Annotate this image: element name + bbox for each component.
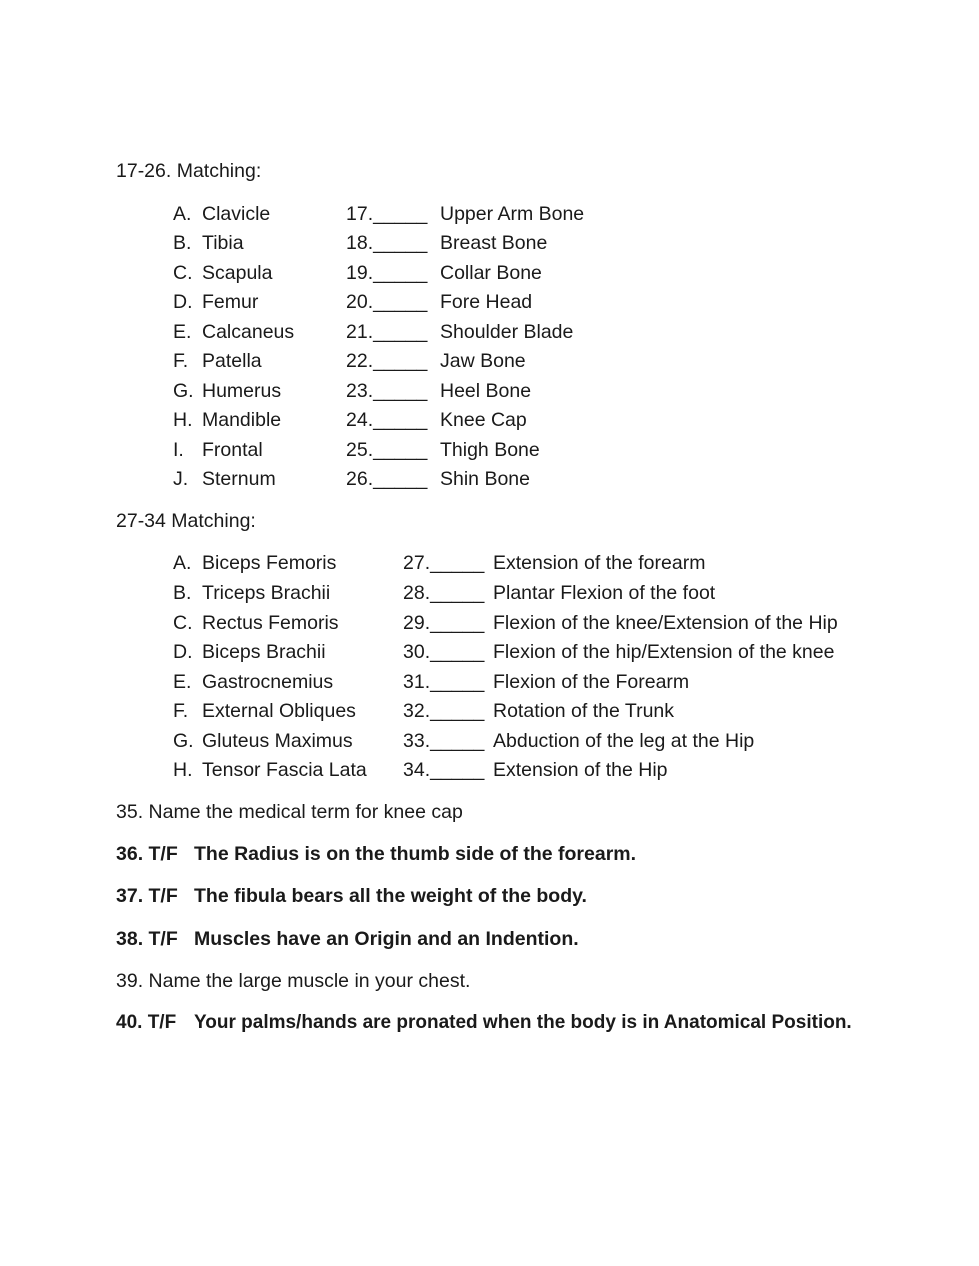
q38-text: Muscles have an Origin and an Indention. [194,928,579,950]
q37-label: 37. T/F [116,885,178,907]
s1-desc: Shin Bone [440,468,530,490]
s1-desc: Thigh Bone [440,439,540,461]
s2-term: External Obliques [202,700,356,722]
s1-desc: Collar Bone [440,262,542,284]
s1-letter: H. [173,409,193,431]
question-38 [116,928,579,951]
s1-term: Scapula [202,262,273,284]
s1-letter: A. [173,203,192,225]
q38-label: 38. T/F [116,928,178,950]
s1-blank[interactable]: 26._____ [346,468,428,490]
s1-term: Femur [202,291,259,313]
s2-term: Gastrocnemius [202,671,334,693]
section2-heading: 27-34 Matching: [116,510,256,532]
s1-desc: Fore Head [440,291,533,313]
q36-label: 36. T/F [116,843,178,865]
s2-letter: F. [173,700,189,722]
s2-term: Gluteus Maximus [202,730,353,752]
s2-blank[interactable]: 34._____ [403,759,485,781]
section1-heading: 17-26. Matching: [116,160,262,182]
question-39: 39. Name the large muscle in your chest. [116,970,471,992]
s1-blank[interactable]: 25._____ [346,439,428,461]
s2-term: Triceps Brachii [202,582,331,604]
s1-blank[interactable]: 24._____ [346,409,428,431]
s1-letter: I. [173,439,184,461]
s2-term: Biceps Brachii [202,641,326,663]
s2-desc: Flexion of the knee/Extension of the Hip [493,612,838,634]
s1-blank[interactable]: 22._____ [346,350,428,372]
s1-term: Sternum [202,468,276,490]
s2-letter: B. [173,582,192,604]
s1-blank[interactable]: 20._____ [346,291,428,313]
s2-letter: E. [173,671,192,693]
s1-blank[interactable]: 21._____ [346,321,428,343]
s2-blank[interactable]: 30._____ [403,641,485,663]
s2-desc: Flexion of the hip/Extension of the knee [493,641,835,663]
s1-letter: E. [173,321,192,343]
s2-desc: Rotation of the Trunk [493,700,675,722]
s1-blank[interactable]: 19._____ [346,262,428,284]
s2-letter: G. [173,730,194,752]
s1-term: Humerus [202,380,282,402]
s2-term: Biceps Femoris [202,552,337,574]
s1-term: Patella [202,350,262,372]
s2-desc: Abduction of the leg at the Hip [493,730,755,752]
question-37 [116,885,587,908]
s1-desc: Upper Arm Bone [440,203,585,225]
question-35: 35. Name the medical term for knee cap [116,801,463,823]
s1-desc: Knee Cap [440,409,527,431]
s2-letter: D. [173,641,193,663]
s2-letter: H. [173,759,193,781]
q40-label: 40. T/F [116,1012,177,1033]
s2-blank[interactable]: 32._____ [403,700,485,722]
s2-blank[interactable]: 27._____ [403,552,485,574]
s1-letter: D. [173,291,193,313]
q36-text: The Radius is on the thumb side of the forearm. [194,843,637,865]
question-40 [116,1012,852,1034]
s1-term: Calcaneus [202,321,295,343]
s2-blank[interactable]: 33._____ [403,730,485,752]
s1-desc: Shoulder Blade [440,321,574,343]
s1-term: Frontal [202,439,263,461]
s1-letter: J. [173,468,189,490]
s1-term: Clavicle [202,203,271,225]
s1-term: Mandible [202,409,282,431]
s2-blank[interactable]: 28._____ [403,582,485,604]
s2-letter: A. [173,552,192,574]
s1-term: Tibia [202,232,244,254]
s1-blank[interactable]: 23._____ [346,380,428,402]
question-36 [116,843,636,866]
s2-desc: Extension of the Hip [493,759,668,781]
s1-desc: Heel Bone [440,380,532,402]
s1-letter: C. [173,262,193,284]
s1-letter: F. [173,350,189,372]
s2-desc: Extension of the forearm [493,552,706,574]
s2-letter: C. [173,612,193,634]
s1-blank[interactable]: 17._____ [346,203,428,225]
s2-desc: Flexion of the Forearm [493,671,690,693]
q37-text: The fibula bears all the weight of the body. [194,885,587,907]
s1-letter: B. [173,232,192,254]
s1-desc: Jaw Bone [440,350,526,372]
s2-blank[interactable]: 29._____ [403,612,485,634]
s2-term: Tensor Fascia Lata [202,759,367,781]
s2-desc: Plantar Flexion of the foot [493,582,716,604]
s1-blank[interactable]: 18._____ [346,232,428,254]
s1-desc: Breast Bone [440,232,548,254]
q40-text: Your palms/hands are pronated when the body is in Anatomical Position. [194,1012,852,1033]
s1-letter: G. [173,380,194,402]
s2-term: Rectus Femoris [202,612,339,634]
s2-blank[interactable]: 31._____ [403,671,485,693]
